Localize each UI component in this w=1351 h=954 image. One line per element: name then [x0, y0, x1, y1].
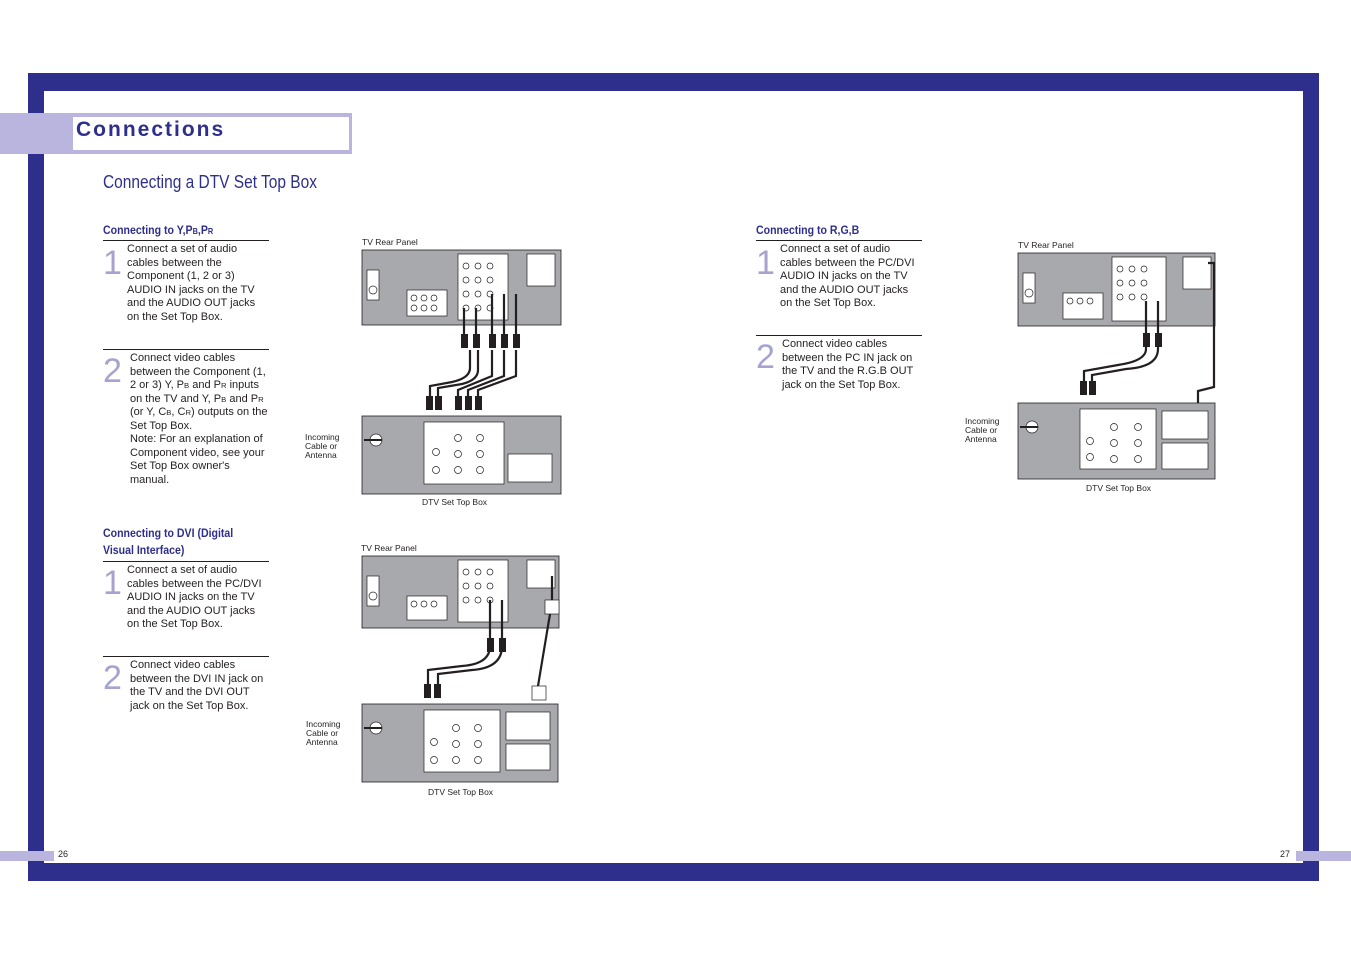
diagram2-dvi-illustration [362, 556, 560, 784]
rgb-step2-rule [756, 335, 922, 336]
diagram2-stb-caption: DTV Set Top Box [428, 787, 494, 797]
rgb-step2-number: 2 [756, 338, 775, 376]
diagram3-rgb-illustration [1018, 253, 1217, 481]
dvi-step2-text: Connect video cables between the DVI IN jack on the TV and the DVI OUT jack on the Set Top Box. [130, 659, 264, 712]
dvi-title: Connecting to DVI (Digital Visual Interface) [103, 526, 234, 557]
dvi-rule [103, 561, 269, 562]
diagram1-stb-caption: DTV Set Top Box [422, 497, 488, 507]
diagram1-tv-caption: TV Rear Panel [362, 237, 418, 247]
ypbpr-title: Connecting to Y,PB,PR [103, 223, 214, 237]
diagram3-tv-caption: TV Rear Panel [1018, 240, 1074, 250]
dvi-step2-number: 2 [103, 659, 122, 697]
page-number-band-left [0, 851, 54, 861]
ypbpr-step1-text: Connect a set of audio cables between the Component (1, 2 or 3) AUDIO IN jacks on the TV and the AUDIO OUT jacks on the Set Top Box. [127, 243, 256, 323]
rgb-title: Connecting to R,G,B [756, 223, 860, 237]
diagram1-ypbpr-illustration [362, 250, 562, 496]
page-number-left: 26 [58, 849, 69, 859]
diagram3-stb-caption: DTV Set Top Box [1086, 483, 1152, 493]
page-heading: Connecting a DTV Set Top Box [103, 172, 317, 192]
ypbpr-step2-number: 2 [103, 352, 122, 390]
diagram2-tv-caption: TV Rear Panel [361, 543, 417, 553]
section-title: Connections [76, 118, 226, 141]
ypbpr-step2-rule [103, 349, 269, 350]
ypbpr-step2-text: Connect video cables between the Component (1, 2 or 3) Y, PB and PR inputs on the TV and Y, PB and PR (or Y, CB, CR) outputs on the Set Top Box. Note: For an explanation of Component video, see your Set Top Box owner's manual. [130, 352, 268, 486]
rgb-rule [756, 240, 922, 241]
dvi-step1-number: 1 [103, 564, 122, 602]
page-number-right: 27 [1280, 849, 1291, 859]
diagram1-incoming-caption: Incoming Cable or Antenna [305, 432, 340, 460]
diagram3-incoming-caption: Incoming Cable or Antenna [965, 416, 1000, 444]
dvi-step2-rule [103, 656, 269, 657]
ypbpr-rule [103, 240, 269, 241]
diagram2-incoming-caption: Incoming Cable or Antenna [306, 719, 341, 747]
ypbpr-step1-number: 1 [103, 244, 122, 282]
page-number-band-right [1296, 851, 1351, 861]
rgb-step1-number: 1 [756, 244, 775, 282]
ypbpr-note: Note: For an explanation of Component video, see your Set Top Box owner's manual. [130, 433, 265, 486]
dvi-step1-text: Connect a set of audio cables between the PC/DVI AUDIO IN jacks on the TV and the AUDIO OUT jacks on the Set Top Box. [127, 564, 262, 630]
rgb-step1-text: Connect a set of audio cables between the PC/DVI AUDIO IN jacks on the TV and the AUDIO OUT jacks on the Set Top Box. [780, 243, 915, 309]
rgb-step2-text: Connect video cables between the PC IN jack on the TV and the R.G.B OUT jack on the Set Top Box. [782, 338, 914, 391]
